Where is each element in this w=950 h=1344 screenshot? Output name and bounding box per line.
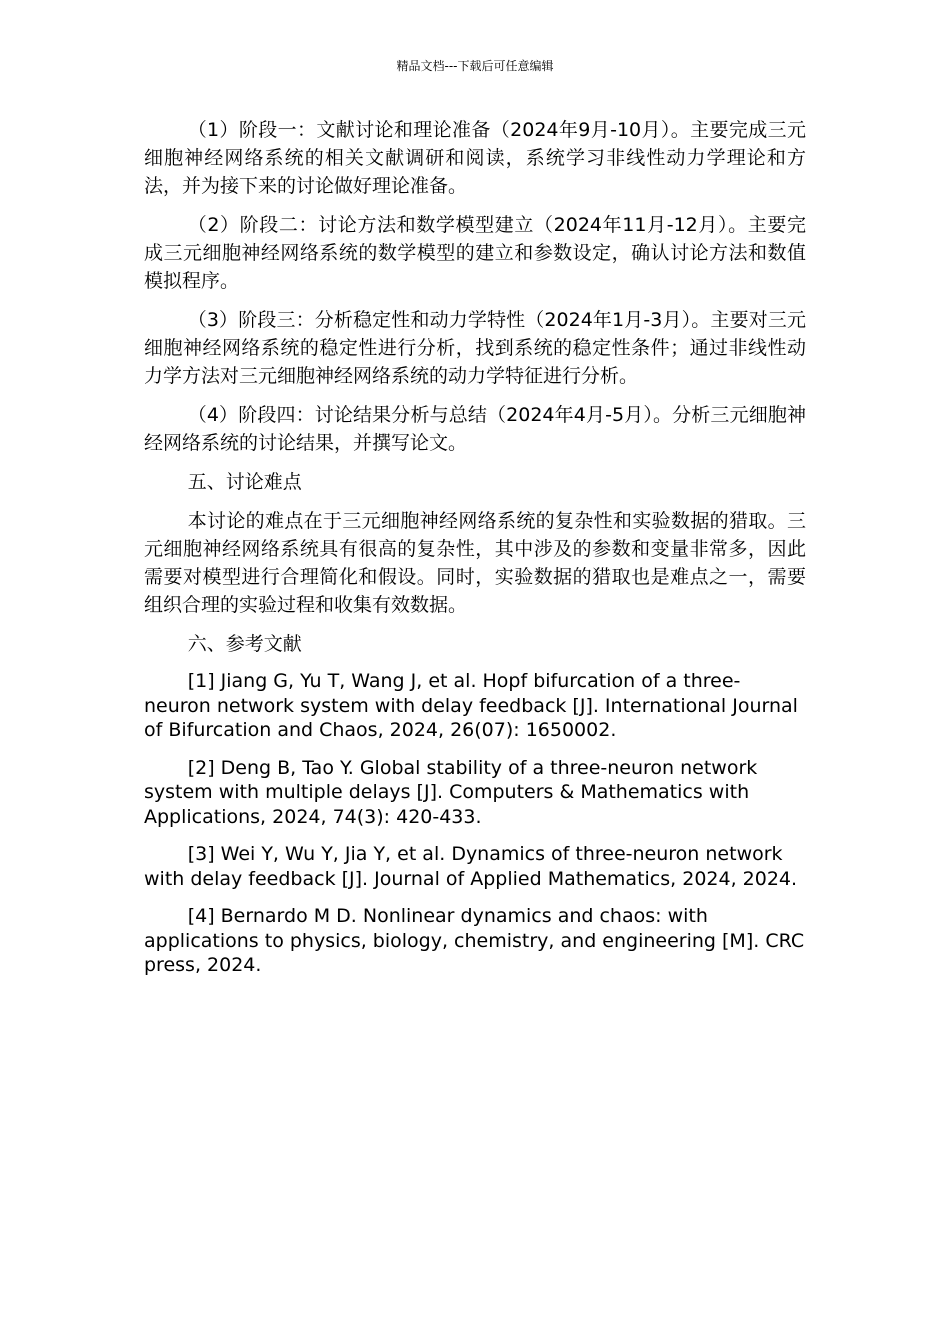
- document-body: [144, 116, 806, 991]
- stage-paragraph-2: （2）阶段二：讨论方法和数学模型建立（2024年11月-12月）。主要完成三元细胞神经网络系统的数学模型的建立和参数设定，确认讨论方法和数值模拟程序。: [144, 214, 806, 292]
- section-heading-references: 六、参考文献: [187, 633, 302, 655]
- page-header: 精品文档---下载后可任意编辑: [396, 59, 554, 73]
- stage-paragraph-3: （3）阶段三：分析稳定性和动力学特性（2024年1月-3月）。主要对三元细胞神经网络系统的稳定性进行分析，找到系统的稳定性条件；通过非线性动力学方法对三元细胞神经网络系统的动力学特征进行分析。: [144, 309, 806, 387]
- section-heading-difficulties: 五、讨论难点: [187, 471, 302, 493]
- stage-paragraph-4: （4）阶段四：讨论结果分析与总结（2024年4月-5月）。分析三元细胞神经网络系统的讨论结果，并撰写论文。: [144, 404, 806, 454]
- reference-item-2: [2] Deng B, Tao Y. Global stability of a three-neuron network system with multiple delays [J]. Computers & Mathematics with Applications, 2024, 74(3): 420-433.: [144, 756, 758, 828]
- reference-item-4: [4] Bernardo M D. Nonlinear dynamics and chaos: with applications to physics, biology, chemistry, and engineering [M]. CRC press, 2024.: [144, 905, 805, 976]
- stage-paragraph-1: （1）阶段一：文献讨论和理论准备（2024年9月-10月）。主要完成三元细胞神经网络系统的相关文献调研和阅读，系统学习非线性动力学理论和方法，并为接下来的讨论做好理论准备。: [144, 119, 806, 197]
- difficulties-paragraph: 本讨论的难点在于三元细胞神经网络系统的复杂性和实验数据的猎取。三元细胞神经网络系统具有很高的复杂性，其中涉及的参数和变量非常多，因此需要对模型进行合理简化和假设。同时，实验数据的猎取也是难点之一，需要组织合理的实验过程和收集有效数据。: [144, 510, 806, 616]
- reference-item-3: [3] Wei Y, Wu Y, Jia Y, et al. Dynamics of three-neuron network with delay feedback [J]. Journal of Applied Mathematics, 2024, 2024.: [144, 843, 798, 890]
- reference-item-1: [1] Jiang G, Yu T, Wang J, et al. Hopf bifurcation of a three-neuron network system with delay feedback [J]. International Journal of Bifurcation and Chaos, 2024, 26(07): 1650002.: [144, 670, 798, 741]
